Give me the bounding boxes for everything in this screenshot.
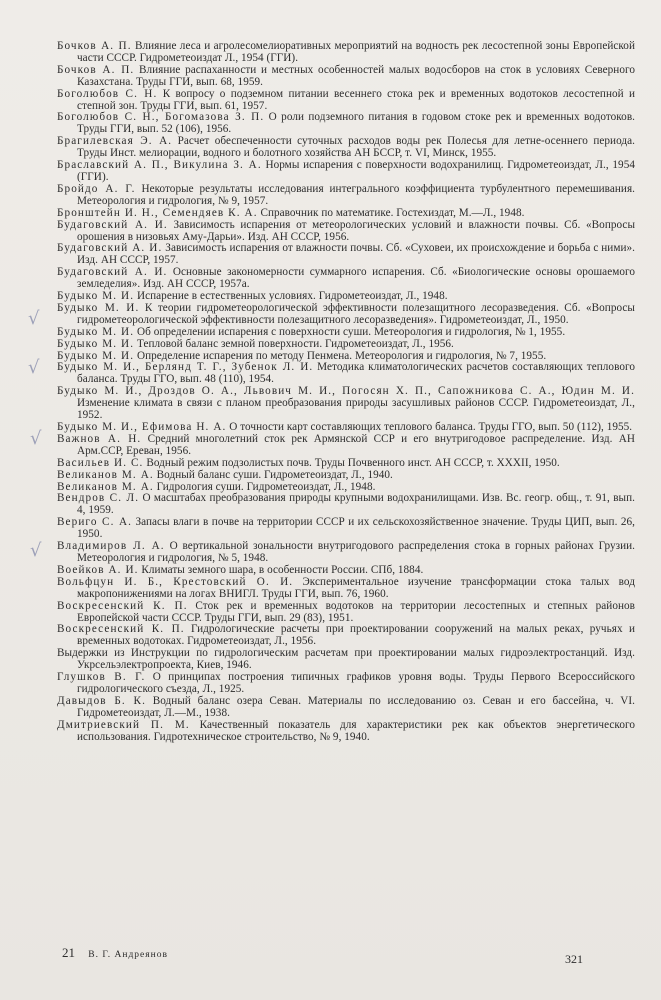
reference-text: Испарение в естественных условиях. Гидрометеоиздат, Л., 1948.: [136, 290, 448, 303]
reference-text: Сток рек и временных водотоков на территории лесостепных и степных районов Европейской части СССР. Труды ГГИ, вып. 29 (83), 1951.: [77, 599, 635, 624]
reference-text: О принципах построения типичных графиков уровня воды. Труды Первого Всероссийского гидрологического съезда, Л., 1925.: [77, 671, 635, 695]
reference-text: Методика климатологических расчетов составляющих теплового баланса. Труды ГГО, вып. 48 (110), 1954.: [77, 361, 635, 386]
reference-author: Браславский А. П., Викулина З. А.: [57, 159, 262, 172]
reference-entry: [57, 386, 635, 422]
reference-text: К вопросу о подземном питании весеннего стока рек и временных водотоков лесостепной и степной зон. Труды ГГИ, вып. 61, 1957.: [77, 87, 635, 112]
handwritten-check-mark: √: [28, 308, 40, 329]
reference-author: Будыко М. И.: [57, 290, 135, 303]
reference-entry: [57, 672, 635, 696]
signature-number: 21: [62, 945, 75, 960]
reference-entry: [57, 624, 635, 648]
reference-author: Дмитриевский П. М.: [57, 718, 190, 731]
reference-author: Бронштейн И. Н., Семендяев К. А.: [57, 206, 258, 219]
reference-text: Климаты земного шара, в особенности России. СПб, 1884.: [141, 563, 424, 576]
reference-entry: [57, 220, 635, 244]
reference-author: Глушков В. Г.: [57, 671, 146, 684]
reference-text: Качественный показатель для характеристики рек как объектов энергетического использования. Гидротехническое строительство, № 9, 1940.: [77, 718, 635, 743]
reference-author: Вольфцун И. Б., Крестовский О. И.: [57, 575, 294, 588]
reference-entry: [57, 648, 635, 672]
reference-text: Влияние леса и агролесомелиоративных мероприятий на водность рек лесостепной зоны Европейской части СССР. Гидрометеоиздат Л., 1954 (ГГИ).: [77, 40, 635, 64]
reference-text: Выдержки из Инструкции по гидрологическим расчетам при проектировании малых гидроэлектростанций. Изд. Укрсельэлектропроекта, Киев, 1946.: [57, 647, 635, 672]
reference-entry: [57, 517, 635, 541]
reference-author: Будыко М. И., Берлянд Т. Г., Зубенок Л. И.: [57, 361, 314, 374]
reference-author: Будыко М. И.: [57, 301, 140, 314]
reference-author: Воскресенский К. П.: [57, 599, 188, 612]
reference-entry: [57, 696, 635, 720]
reference-text: Гидрологические расчеты при проектировании сооружений на малых реках, ручьях и временных водотоках. Гидрометеоиздат, Л., 1956.: [77, 623, 635, 648]
reference-author: Будыко М. И.: [57, 325, 135, 338]
reference-text: О точности карт составляющих теплового баланса. Труды ГГО, вып. 50 (112), 1955.: [229, 421, 633, 433]
reference-text: Об определении испарения с поверхности суши. Метеорология и гидрология, № 1, 1955.: [136, 325, 566, 338]
reference-author: Будаговский А. И.: [57, 242, 163, 255]
reference-text: Средний многолетний сток рек Армянской ССР и его внутригодовое распределение. Изд. АН Арм.ССР, Ереван, 1956.: [77, 432, 635, 457]
reference-author: Бройдо А. Г.: [57, 182, 136, 195]
reference-author: Великанов М. А.: [57, 480, 154, 493]
reference-text: О масштабах преобразования природы крупными водохранилищами. Изв. Вс. геогр. общ., т. 91, вып. 4, 1959.: [77, 492, 635, 517]
reference-entry: [57, 41, 635, 65]
reference-entry: [57, 243, 635, 267]
reference-text: Нормы испарения с поверхности водохранилищ. Гидрометеоиздат, Л., 1954 (ГГИ).: [77, 159, 635, 183]
reference-entry: [57, 65, 635, 89]
page-footer-left: [62, 945, 168, 961]
reference-author: Бочков А. П.: [57, 63, 135, 76]
reference-entry: [57, 434, 635, 458]
reference-text: Некоторые результаты исследования интегрального коэффициента турбулентного перемешивания. Метеорология и гидрология, № 9, 1957.: [77, 182, 635, 207]
reference-author: Воейков А. И.: [57, 563, 139, 576]
reference-text: Зависимость испарения от влажности почвы. Сб. «Суховеи, их происхождение и борьба с ними». Изд. АН СССР, 1957.: [77, 242, 635, 267]
reference-text: Гидрология суши. Гидрометеоиздат, Л., 1948.: [156, 480, 376, 493]
reference-text: Зависимость испарения от метеорологических условий и влажности почвы. Сб. «Вопросы орошения в низовьях Аму-Дарьи». Изд. АН СССР, 1956.: [77, 218, 636, 243]
handwritten-check-mark: √: [30, 540, 42, 561]
reference-entry: [57, 136, 635, 160]
reference-author: Будаговский А. И.: [57, 266, 168, 279]
reference-author: Будыко М. И., Ефимова Н. А.: [57, 421, 227, 433]
reference-author: Давыдов Б. К.: [57, 694, 147, 707]
reference-text: К теории гидрометеорологической эффективности полезащитного лесоразведения. Сб. «Вопросы гидрометеорологической эффективности полезащитного лесоразведения». Гидрометеоиздат, Л., 1950.: [77, 301, 635, 326]
page-number: 321: [565, 952, 583, 966]
reference-text: Влияние распаханности и местных особенностей малых водосборов на сток в условиях Северного Казахстана. Труды ГГИ, вып. 68, 1959.: [77, 63, 635, 88]
reference-entry: [57, 577, 635, 601]
reference-list: [57, 41, 635, 743]
reference-entry: [57, 362, 635, 386]
reference-text: Запасы влаги в почве на территории СССР и их сельскохозяйственное значение. Труды ЦИП, вып. 26, 1950.: [77, 516, 635, 541]
reference-author: Будыко М. И., Дроздов О. А., Львович М. И., Погосян Х. П., Сапожникова С. А., Юдин М. И.: [57, 385, 635, 398]
reference-text: Тепловой баланс земной поверхности. Гидрометеоиздат, Л., 1956.: [136, 337, 454, 350]
footer-author: В. Г. Андреянов: [88, 950, 168, 960]
reference-text: Изменение климата в связи с планом преобразования природы засушливых районов СССР. Гидрометеоиздат, Л., 1952.: [77, 397, 635, 422]
reference-author: Воскресенский К. П.: [57, 623, 185, 636]
reference-author: Важнов А. Н.: [57, 432, 142, 445]
reference-author: Будыко М. И.: [57, 349, 135, 362]
reference-author: Владимиров Л. А.: [57, 540, 165, 553]
handwritten-check-mark: √: [28, 357, 40, 378]
reference-entry: [57, 160, 635, 184]
reference-author: Боголюбов С. Н.: [57, 87, 158, 100]
reference-text: О роли подземного питания в годовом стоке рек и временных водотоков. Труды ГГИ, вып. 52 (106), 1956.: [77, 111, 635, 136]
reference-text: Водный режим подзолистых почв. Труды Почвенного инст. АН СССР, т. XXXII, 1950.: [146, 456, 560, 469]
reference-entry: [57, 720, 635, 744]
reference-entry: [57, 493, 635, 517]
reference-author: Брагилевская Э. А.: [57, 135, 173, 148]
reference-author: Васильев И. С.: [57, 456, 144, 469]
reference-author: Великанов М. А.: [57, 468, 154, 481]
reference-text: Водный баланс суши. Гидрометеоиздат, Л., 1940.: [156, 468, 393, 481]
reference-author: Вериго С. А.: [57, 516, 133, 529]
reference-entry: [57, 303, 635, 327]
reference-text: О вертикальной зональности внутригодового распределения стока в горных районах Грузии. Метеорология и гидрология, № 5, 1948.: [77, 540, 635, 564]
reference-entry: [57, 184, 635, 208]
reference-entry: [57, 112, 635, 136]
reference-author: Будыко М. И.: [57, 337, 135, 350]
reference-text: Справочник по математике. Гостехиздат, М.—Л., 1948.: [260, 206, 525, 219]
reference-entry: [57, 89, 635, 113]
reference-text: Водный баланс озера Севан. Материалы по исследованию оз. Севан и его бассейна, ч. VI. Гидрометеоиздат, Л.—М., 1938.: [77, 694, 635, 719]
reference-author: Вендров С. Л.: [57, 492, 140, 505]
reference-text: Определение испарения по методу Пенмена. Метеорология и гидрология, № 7, 1955.: [136, 349, 547, 362]
reference-author: Бочков А. П.: [57, 40, 132, 52]
reference-entry: [57, 267, 635, 291]
handwritten-check-mark: √: [30, 428, 42, 449]
reference-author: Будаговский А. И.: [57, 218, 168, 231]
reference-text: Расчет обеспеченности суточных расходов воды рек Полесья для летне-осеннего периода. Труды Инст. мелиорации, водного и болотного хозяйства АН БССР, т. VI, Минск, 1955.: [77, 135, 635, 160]
reference-author: Боголюбов С. Н., Богомазова З. П.: [57, 111, 265, 124]
reference-entry: [57, 601, 635, 625]
reference-text: Экспериментальное изучение трансформации стока талых вод макропонижениями на логах ВНИГЛ. Труды ГГИ, вып. 76, 1960.: [77, 575, 635, 600]
reference-entry: [57, 541, 635, 565]
reference-text: Основные закономерности суммарного испарения. Сб. «Биологические основы орошаемого земледелия». Изд. АН СССР, 1957а.: [77, 266, 635, 291]
